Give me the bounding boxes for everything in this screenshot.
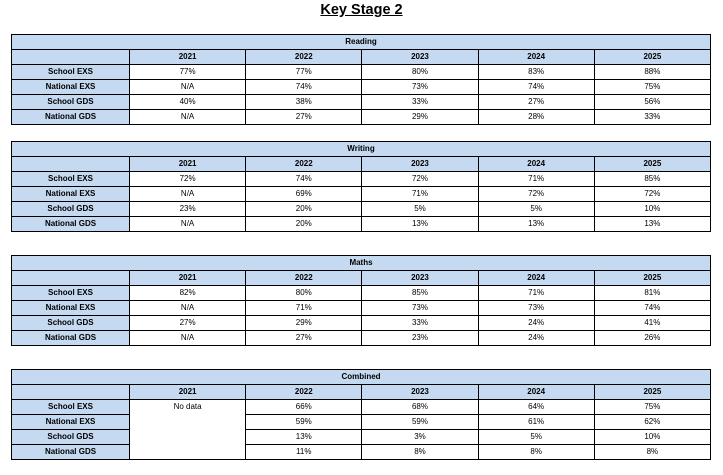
value-cell: 23%: [362, 331, 478, 346]
table-row: [12, 415, 711, 430]
value-cell: 41%: [594, 316, 710, 331]
page-title: Key Stage 2: [320, 2, 403, 18]
year-header: 2022: [246, 385, 362, 400]
row-label: National GDS: [12, 217, 130, 232]
table-row: [12, 286, 711, 301]
value-cell: 24%: [478, 316, 594, 331]
value-cell: 71%: [478, 286, 594, 301]
row-label: School GDS: [12, 95, 130, 110]
value-cell: 72%: [594, 187, 710, 202]
year-header: 2023: [362, 385, 478, 400]
table-row: [12, 445, 711, 460]
table-row: [12, 301, 711, 316]
value-cell: 13%: [594, 217, 710, 232]
value-cell: 72%: [362, 172, 478, 187]
value-cell: 56%: [594, 95, 710, 110]
reading-table: [11, 34, 711, 125]
value-cell: N/A: [130, 187, 246, 202]
value-cell: 72%: [130, 172, 246, 187]
table-title: Reading: [12, 35, 711, 50]
value-cell: 71%: [246, 301, 362, 316]
value-cell: 27%: [246, 110, 362, 125]
table-title: Writing: [12, 142, 711, 157]
value-cell: 3%: [362, 430, 478, 445]
year-header: 2024: [478, 385, 594, 400]
value-cell: 20%: [246, 202, 362, 217]
value-cell: 72%: [478, 187, 594, 202]
year-header: 2021: [130, 157, 246, 172]
value-cell: 5%: [478, 430, 594, 445]
value-cell: 62%: [594, 415, 710, 430]
row-label: School GDS: [12, 430, 130, 445]
row-label: School EXS: [12, 172, 130, 187]
value-cell: 77%: [130, 65, 246, 80]
value-cell: 73%: [362, 301, 478, 316]
combined-table: [11, 369, 711, 460]
value-cell: 23%: [130, 202, 246, 217]
year-header: 2024: [478, 271, 594, 286]
table-title: Combined: [12, 370, 711, 385]
value-cell: 85%: [362, 286, 478, 301]
value-cell: 13%: [362, 217, 478, 232]
value-cell: 74%: [246, 80, 362, 95]
row-label: School EXS: [12, 65, 130, 80]
value-cell: 73%: [478, 301, 594, 316]
row-label: National GDS: [12, 110, 130, 125]
year-header: 2025: [594, 385, 710, 400]
value-cell: 8%: [362, 445, 478, 460]
row-label: National EXS: [12, 80, 130, 95]
value-cell: 8%: [478, 445, 594, 460]
year-header: 2021: [130, 271, 246, 286]
value-cell: 27%: [246, 331, 362, 346]
table-row: [12, 217, 711, 232]
row-label: National EXS: [12, 187, 130, 202]
value-cell: N/A: [130, 331, 246, 346]
value-cell: 11%: [246, 445, 362, 460]
corner-cell: [12, 50, 130, 65]
value-cell: 8%: [594, 445, 710, 460]
table-row: [12, 187, 711, 202]
row-label: School GDS: [12, 316, 130, 331]
value-cell: 71%: [478, 172, 594, 187]
no-data-cell: No data: [130, 400, 246, 460]
row-label: National GDS: [12, 445, 130, 460]
value-cell: 88%: [594, 65, 710, 80]
year-header: 2021: [130, 50, 246, 65]
table-row: [12, 80, 711, 95]
value-cell: 71%: [362, 187, 478, 202]
table-row: [12, 172, 711, 187]
value-cell: 64%: [478, 400, 594, 415]
value-cell: 74%: [246, 172, 362, 187]
row-label: School GDS: [12, 202, 130, 217]
value-cell: 66%: [246, 400, 362, 415]
maths-table: [11, 255, 711, 346]
year-header: 2022: [246, 157, 362, 172]
year-header: 2023: [362, 157, 478, 172]
value-cell: 69%: [246, 187, 362, 202]
value-cell: 33%: [362, 316, 478, 331]
value-cell: 29%: [362, 110, 478, 125]
year-header: 2021: [130, 385, 246, 400]
row-label: National EXS: [12, 415, 130, 430]
corner-cell: [12, 271, 130, 286]
year-header: 2024: [478, 157, 594, 172]
value-cell: 5%: [362, 202, 478, 217]
row-label: School EXS: [12, 286, 130, 301]
value-cell: 10%: [594, 202, 710, 217]
row-label: National GDS: [12, 331, 130, 346]
value-cell: 27%: [130, 316, 246, 331]
table-row: [12, 110, 711, 125]
value-cell: 75%: [594, 80, 710, 95]
value-cell: 74%: [478, 80, 594, 95]
row-label: National EXS: [12, 301, 130, 316]
value-cell: 82%: [130, 286, 246, 301]
value-cell: 74%: [594, 301, 710, 316]
value-cell: 28%: [478, 110, 594, 125]
table-row: [12, 430, 711, 445]
year-header: 2022: [246, 50, 362, 65]
year-header: 2025: [594, 271, 710, 286]
corner-cell: [12, 157, 130, 172]
value-cell: 77%: [246, 65, 362, 80]
year-header: 2023: [362, 50, 478, 65]
value-cell: 13%: [478, 217, 594, 232]
value-cell: N/A: [130, 217, 246, 232]
table-row: [12, 95, 711, 110]
table-row: [12, 331, 711, 346]
table-row: [12, 400, 711, 415]
year-header: 2025: [594, 157, 710, 172]
value-cell: 5%: [478, 202, 594, 217]
value-cell: 80%: [246, 286, 362, 301]
corner-cell: [12, 385, 130, 400]
value-cell: 26%: [594, 331, 710, 346]
year-header: 2025: [594, 50, 710, 65]
year-header: 2024: [478, 50, 594, 65]
table-row: [12, 316, 711, 331]
value-cell: 10%: [594, 430, 710, 445]
value-cell: 13%: [246, 430, 362, 445]
value-cell: 33%: [362, 95, 478, 110]
value-cell: 85%: [594, 172, 710, 187]
value-cell: 33%: [594, 110, 710, 125]
value-cell: 59%: [362, 415, 478, 430]
value-cell: 24%: [478, 331, 594, 346]
table-row: [12, 65, 711, 80]
value-cell: 75%: [594, 400, 710, 415]
value-cell: 40%: [130, 95, 246, 110]
value-cell: N/A: [130, 80, 246, 95]
writing-table: [11, 141, 711, 232]
year-header: 2023: [362, 271, 478, 286]
table-title: Maths: [12, 256, 711, 271]
value-cell: 27%: [478, 95, 594, 110]
value-cell: N/A: [130, 301, 246, 316]
year-header: 2022: [246, 271, 362, 286]
value-cell: 29%: [246, 316, 362, 331]
value-cell: 38%: [246, 95, 362, 110]
table-row: [12, 202, 711, 217]
value-cell: 20%: [246, 217, 362, 232]
row-label: School EXS: [12, 400, 130, 415]
value-cell: 73%: [362, 80, 478, 95]
value-cell: 81%: [594, 286, 710, 301]
value-cell: 83%: [478, 65, 594, 80]
value-cell: 80%: [362, 65, 478, 80]
value-cell: N/A: [130, 110, 246, 125]
value-cell: 59%: [246, 415, 362, 430]
value-cell: 68%: [362, 400, 478, 415]
value-cell: 61%: [478, 415, 594, 430]
